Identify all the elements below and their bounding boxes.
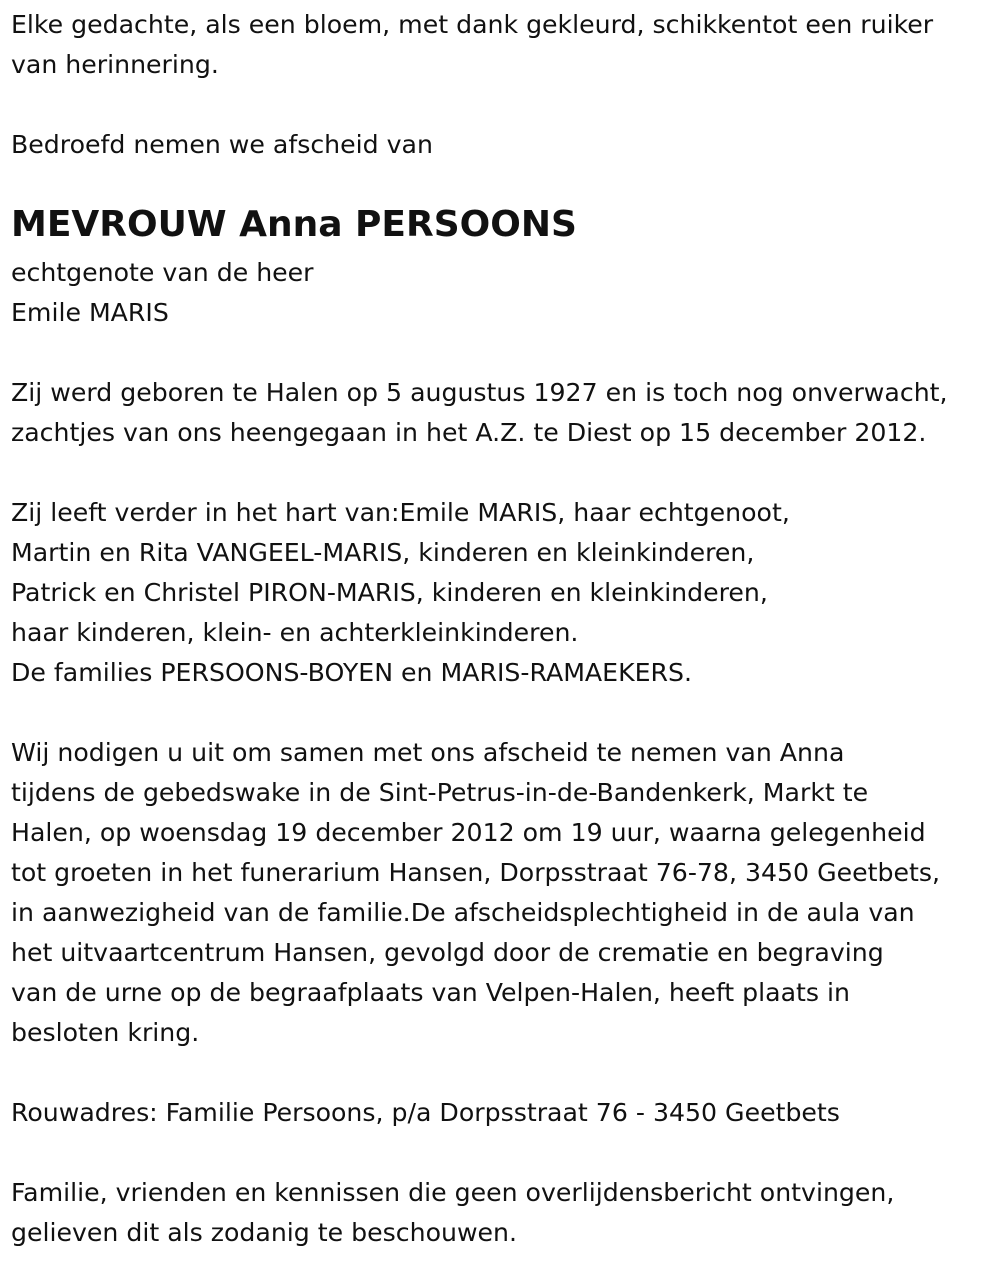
survivors-line-2: Martin en Rita VANGEEL-MARIS, kinderen en kleinkinderen,: [11, 538, 755, 567]
survivors-line-4: haar kinderen, klein- en achterkleinkinderen.: [11, 618, 579, 647]
closing-line-2: gelieven dit als zodanig te beschouwen.: [11, 1218, 518, 1247]
invitation-line-7: van de urne op de begraafplaats van Velpen-Halen, heeft plaats in: [11, 978, 851, 1007]
birth-death-line-2: zachtjes van ons heengegaan in het A.Z. te Diest op 15 december 2012.: [11, 418, 927, 447]
opening-line-2: van herinnering.: [11, 50, 219, 79]
invitation-line-3: Halen, op woensdag 19 december 2012 om 19 uur, waarna gelegenheid: [11, 818, 926, 847]
invitation-line-4: tot groeten in het funerarium Hansen, Dorpsstraat 76-78, 3450 Geetbets,: [11, 858, 940, 887]
deceased-name: MEVROUW Anna PERSOONS: [11, 204, 577, 245]
birth-death-line-1: Zij werd geboren te Halen op 5 augustus 1927 en is toch nog onverwacht,: [11, 378, 948, 407]
mourning-address: Rouwadres: Familie Persoons, p/a Dorpsstraat 76 - 3450 Geetbets: [11, 1098, 840, 1127]
survivors-line-3: Patrick en Christel PIRON-MARIS, kinderen en kleinkinderen,: [11, 578, 768, 607]
intro-text: Bedroefd nemen we afscheid van: [11, 130, 433, 159]
survivors-line-1: Zij leeft verder in het hart van:Emile MARIS, haar echtgenoot,: [11, 498, 790, 527]
invitation-line-8: besloten kring.: [11, 1018, 200, 1047]
invitation-line-6: het uitvaartcentrum Hansen, gevolgd door de crematie en begraving: [11, 938, 884, 967]
survivors-line-5: De families PERSOONS-BOYEN en MARIS-RAMAEKERS.: [11, 658, 692, 687]
deceased-spouse: Emile MARIS: [11, 298, 169, 327]
opening-line-1: Elke gedachte, als een bloem, met dank gekleurd, schikkentot een ruiker: [11, 10, 934, 39]
closing-line-1: Familie, vrienden en kennissen die geen overlijdensbericht ontvingen,: [11, 1178, 895, 1207]
invitation-line-5: in aanwezigheid van de familie.De afscheidsplechtigheid in de aula van: [11, 898, 915, 927]
invitation-line-1: Wij nodigen u uit om samen met ons afscheid te nemen van Anna: [11, 738, 845, 767]
invitation-line-2: tijdens de gebedswake in de Sint-Petrus-in-de-Bandenkerk, Markt te: [11, 778, 869, 807]
deceased-relation: echtgenote van de heer: [11, 258, 314, 287]
